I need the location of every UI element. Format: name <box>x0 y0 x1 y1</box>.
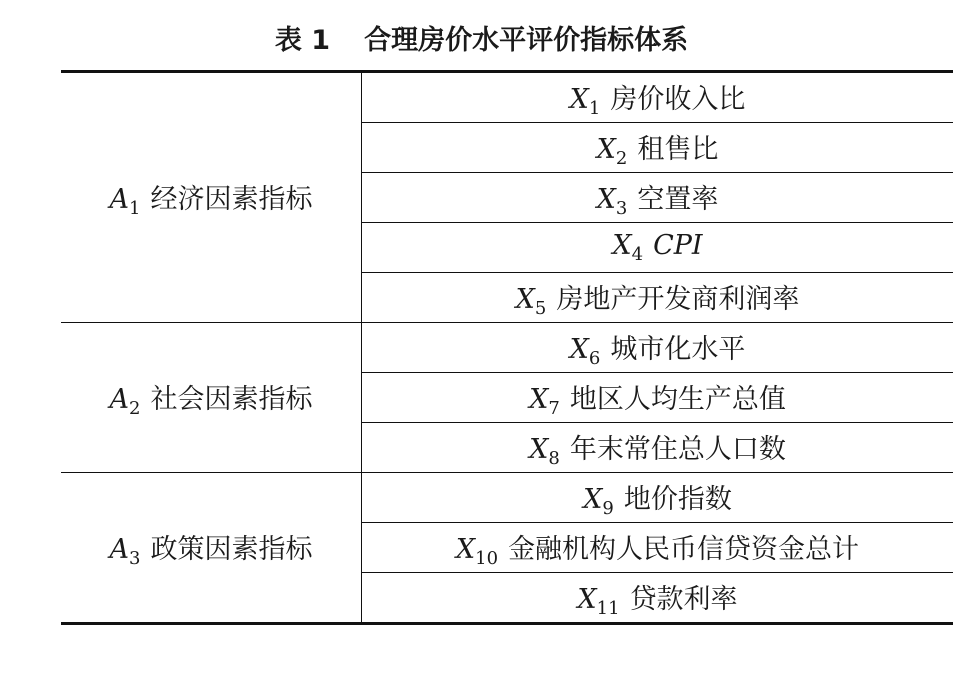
category-cell <box>61 323 362 473</box>
indicator-subscript: 8 <box>548 447 560 469</box>
indicator-cell <box>362 123 954 173</box>
table-title: 合理房价水平评价指标体系 <box>364 25 689 56</box>
category-cell <box>61 473 362 624</box>
indicator-label: 城市化水平 <box>610 333 746 365</box>
indicator-cell <box>362 72 954 123</box>
indicator-label: 地价指数 <box>623 483 732 515</box>
indicator-symbol: $X_{11}$ <box>577 583 620 619</box>
table-row <box>61 473 953 523</box>
indicator-symbol: $X_7$ <box>529 383 560 419</box>
category-symbol: $A_1$ <box>109 183 141 219</box>
indicator-subscript: 11 <box>596 597 620 619</box>
indicator-symbol: $X_{10}$ <box>455 533 499 569</box>
table-caption <box>0 18 963 57</box>
category-symbol: $A_2$ <box>109 383 141 419</box>
indicator-subscript: 5 <box>534 297 547 319</box>
indicator-subscript: 2 <box>615 147 628 169</box>
indicator-symbol: $X_6$ <box>569 333 601 369</box>
indicator-symbol: $X_2$ <box>596 133 628 169</box>
indicator-subscript: 7 <box>548 397 560 419</box>
category-cell <box>61 72 362 323</box>
indicator-label: 贷款利率 <box>629 583 738 615</box>
category-subscript: 2 <box>129 397 141 419</box>
category-subscript: 1 <box>129 197 141 219</box>
indicator-cell <box>362 173 954 223</box>
indicator-subscript: 6 <box>588 347 601 369</box>
table-row <box>61 72 953 123</box>
indicator-symbol: $X_5$ <box>515 283 547 319</box>
category-label: 社会因素指标 <box>150 383 313 415</box>
indicator-subscript: 1 <box>588 97 601 119</box>
indicator-label: 房地产开发商利润率 <box>556 283 800 315</box>
category-subscript: 3 <box>129 547 141 569</box>
indicator-subscript: 9 <box>602 497 614 519</box>
indicator-cell <box>362 223 954 273</box>
table-row <box>61 323 953 373</box>
indicator-label: 年末常住总人口数 <box>569 433 786 465</box>
category-label: 经济因素指标 <box>150 183 313 215</box>
indicator-table-body <box>61 72 953 624</box>
category-symbol: $A_3$ <box>109 533 141 569</box>
indicator-symbol: $X_9$ <box>583 483 614 519</box>
indicator-symbol: $X_3$ <box>596 183 628 219</box>
indicator-subscript: 4 <box>631 244 644 265</box>
indicator-cell <box>362 573 954 624</box>
indicator-label: 空置率 <box>637 183 719 215</box>
indicator-subscript: 3 <box>615 197 628 219</box>
indicator-table <box>61 70 953 625</box>
indicator-label: 地区人均生产总值 <box>569 383 786 415</box>
indicator-cell <box>362 373 954 423</box>
indicator-cell <box>362 473 954 523</box>
indicator-label: 租售比 <box>637 133 719 165</box>
indicator-label: 房价收入比 <box>610 83 746 115</box>
indicator-label: CPI <box>653 230 703 261</box>
indicator-symbol: $X_1$ <box>569 83 601 119</box>
indicator-label: 金融机构人民币信贷资金总计 <box>508 533 860 565</box>
indicator-cell <box>362 273 954 323</box>
indicator-symbol: $X_8$ <box>529 433 560 469</box>
indicator-cell <box>362 423 954 473</box>
indicator-cell <box>362 323 954 373</box>
indicator-subscript: 10 <box>475 547 499 569</box>
indicator-cell <box>362 523 954 573</box>
indicator-symbol: $X_4$ <box>612 230 644 265</box>
category-label: 政策因素指标 <box>150 533 313 565</box>
table-number: 表 1 <box>274 25 331 56</box>
